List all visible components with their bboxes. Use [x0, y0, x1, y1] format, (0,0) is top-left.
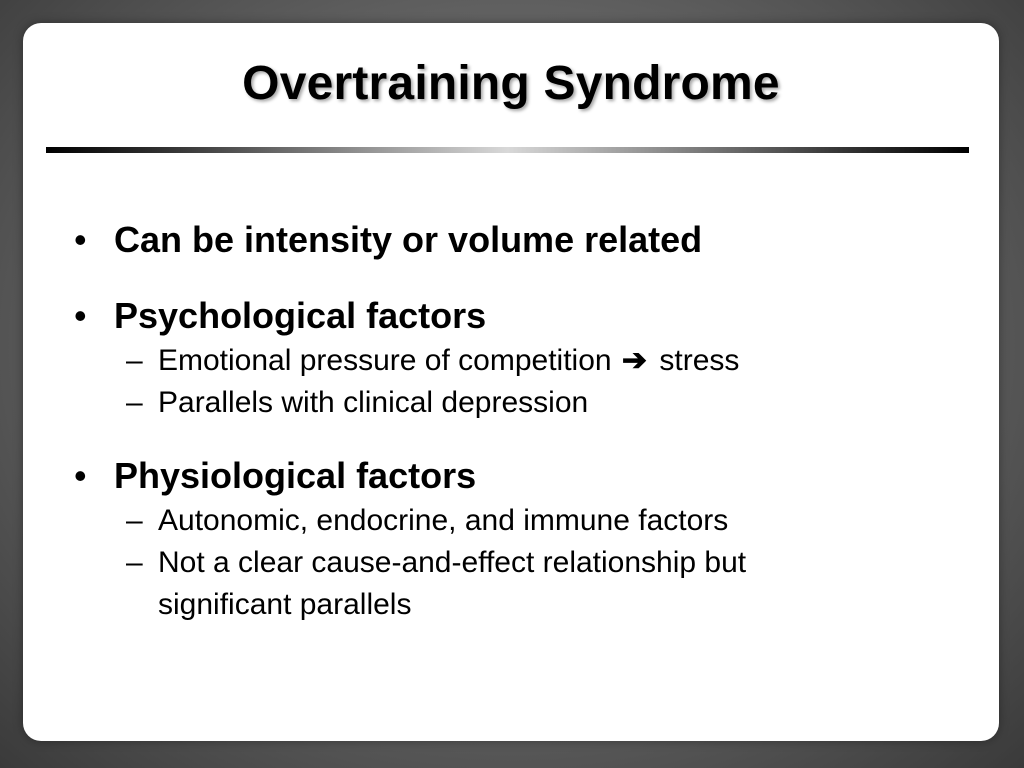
- sub-bullet-text: Emotional pressure of competition: [158, 344, 612, 377]
- dash-icon: –: [126, 344, 143, 377]
- dash-icon: –: [126, 546, 143, 579]
- sub-bullet-item: [71, 340, 971, 382]
- dash-icon: –: [126, 504, 143, 537]
- slide: [23, 23, 999, 741]
- bullet-text: Physiological factors: [114, 455, 477, 496]
- right-arrow-icon: ➔: [621, 344, 648, 377]
- sub-bullet-text: Autonomic, endocrine, and immune factors: [158, 504, 729, 537]
- dash-icon: –: [126, 386, 143, 419]
- bullet-icon: •: [74, 295, 87, 336]
- sub-bullet-item: [71, 382, 971, 424]
- bullet-text: Psychological factors: [114, 295, 487, 336]
- bullet-text: Can be intensity or volume related: [114, 219, 703, 260]
- bullet-icon: •: [74, 455, 87, 496]
- bullet-item: [71, 452, 971, 500]
- sub-bullet-text-after: stress: [659, 344, 740, 377]
- slide-title: Overtraining Syndrome: [242, 57, 780, 110]
- slide-content: [71, 216, 971, 626]
- sub-bullet-text-line1: Not a clear cause-and-effect relationship but: [158, 546, 747, 579]
- sub-bullet-item: [71, 542, 971, 626]
- bullet-item: [71, 216, 971, 264]
- title-divider: [46, 147, 969, 153]
- bullet-item: [71, 292, 971, 340]
- sub-bullet-item: [71, 500, 971, 542]
- sub-bullet-text: Parallels with clinical depression: [158, 386, 589, 419]
- bullet-icon: •: [74, 219, 87, 260]
- sub-bullet-text-line2: significant parallels: [158, 588, 412, 621]
